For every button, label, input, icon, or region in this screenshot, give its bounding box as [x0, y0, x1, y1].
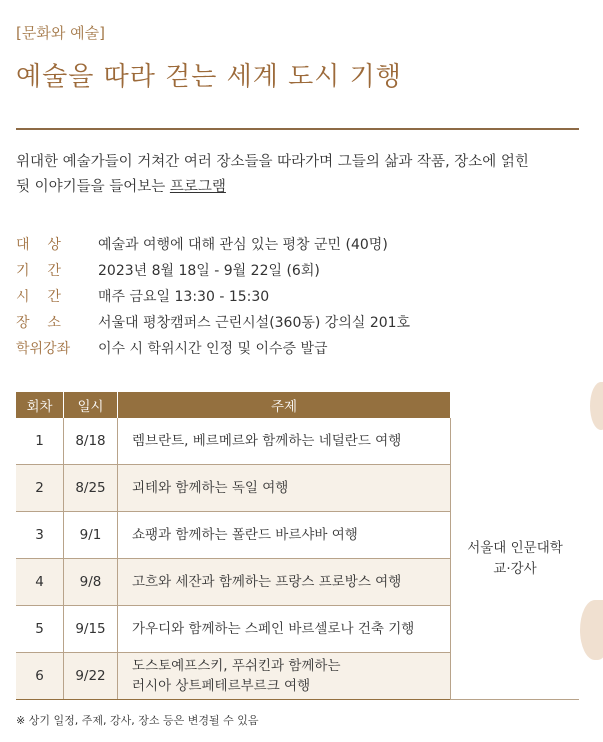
- info-label: 시 간: [16, 289, 61, 305]
- lecturer-line-1: 서울대 인문대학: [467, 539, 563, 556]
- intro-line-2-underlined: 프로그램: [169, 179, 226, 195]
- cell-lecturer: [451, 418, 580, 700]
- lecturer-line-2: 교·강사: [493, 560, 537, 577]
- cell-session: 4: [16, 559, 64, 606]
- cell-date: 8/18: [64, 418, 118, 465]
- cell-topic: 고흐와 세잔과 함께하는 프랑스 프로방스 여행: [118, 559, 451, 606]
- cell-date: 8/25: [64, 465, 118, 512]
- info-row-place: [16, 310, 410, 336]
- cell-date: 9/1: [64, 512, 118, 559]
- cell-session: 5: [16, 606, 64, 653]
- info-label: 장 소: [16, 315, 61, 331]
- info-row-credit: [16, 336, 410, 362]
- info-row-target: [16, 232, 410, 258]
- info-value: 예술과 여행에 대해 관심 있는 평창 군민 (40명): [98, 237, 388, 253]
- page-title: 예술을 따라 걷는 세계 도시 기행: [16, 62, 402, 92]
- cell-session: 2: [16, 465, 64, 512]
- info-value: 서울대 평창캠퍼스 근린시설(360동) 강의실 201호: [98, 315, 411, 331]
- schedule-table: [16, 392, 579, 700]
- topic-line-2: 러시아 상트페테르부르크 여행: [132, 678, 311, 694]
- header-lecturer: 강사: [451, 392, 580, 418]
- cell-session: 6: [16, 653, 64, 700]
- info-row-period: [16, 258, 410, 284]
- cell-topic: [118, 653, 451, 700]
- cell-date: 9/22: [64, 653, 118, 700]
- info-label: 기 간: [16, 263, 61, 279]
- cell-session: 1: [16, 418, 64, 465]
- info-value: 매주 금요일 13:30 - 15:30: [98, 289, 270, 305]
- header-topic: 주제: [118, 392, 451, 418]
- intro-line-1: 위대한 예술가들이 거쳐간 여러 장소들을 따라가며 그들의 삶과 작품, 장소에 얽힌: [16, 154, 529, 170]
- decorative-shape: [590, 382, 603, 430]
- table-row: [16, 418, 579, 465]
- cell-topic: 쇼팽과 함께하는 폴란드 바르샤바 여행: [118, 512, 451, 559]
- cell-topic: 가우디와 함께하는 스페인 바르셀로나 건축 기행: [118, 606, 451, 653]
- info-value: 2023년 8월 18일 - 9월 22일 (6회): [98, 263, 320, 279]
- info-value: 이수 시 학위시간 인정 및 이수증 발급: [98, 341, 328, 357]
- title-divider: [16, 128, 579, 130]
- category-label: [문화와 예술]: [16, 24, 105, 42]
- cell-date: 9/8: [64, 559, 118, 606]
- table-header-row: [16, 392, 579, 418]
- info-label: 대 상: [16, 237, 61, 253]
- header-session: 회차: [16, 392, 64, 418]
- intro-text: [16, 150, 576, 200]
- info-list: [16, 232, 410, 362]
- info-row-time: [16, 284, 410, 310]
- decorative-shape: [580, 600, 603, 660]
- intro-line-2-prefix: 뒷 이야기들을 들어보는: [16, 179, 170, 195]
- header-date: 일시: [64, 392, 118, 418]
- cell-topic: 렘브란트, 베르메르와 함께하는 네덜란드 여행: [118, 418, 451, 465]
- topic-line-1: 도스토예프스키, 푸쉬킨과 함께하는: [132, 658, 341, 674]
- intro-line-2: [16, 175, 576, 200]
- cell-date: 9/15: [64, 606, 118, 653]
- footnote: ※ 상기 일정, 주제, 강사, 장소 등은 변경될 수 있음: [16, 714, 259, 727]
- cell-topic: 괴테와 함께하는 독일 여행: [118, 465, 451, 512]
- info-label: 학위강좌: [16, 341, 71, 357]
- cell-session: 3: [16, 512, 64, 559]
